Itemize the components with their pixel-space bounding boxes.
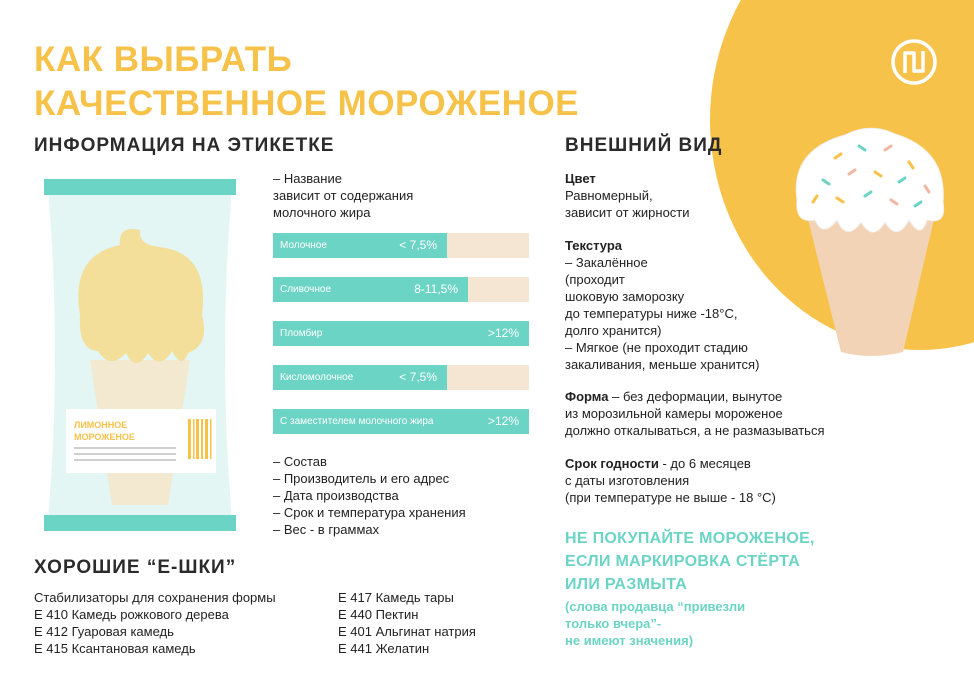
fat-bar-name: Сливочное xyxy=(280,284,332,295)
warning-text xyxy=(565,527,815,596)
fat-bar-value: 8-11,5% xyxy=(414,282,458,296)
shelf-line: с даты изготовления xyxy=(565,473,690,488)
fat-bar-value: < 7,5% xyxy=(399,238,437,252)
good-e-column-1 xyxy=(34,589,276,657)
fat-bar xyxy=(273,277,529,302)
warning-subtext xyxy=(565,598,745,649)
list-item: Е 440 Пектин xyxy=(338,607,419,622)
fat-bar xyxy=(273,365,529,390)
name-intro-text xyxy=(273,170,513,221)
texture-line: – Закалённое xyxy=(565,255,648,270)
fat-bar-name: Молочное xyxy=(280,240,327,251)
texture-title: Текстура xyxy=(565,238,623,253)
fat-bar-name: Пломбир xyxy=(280,328,323,339)
fat-bar-value: >12% xyxy=(487,414,519,428)
warning-line: НЕ ПОКУПАЙТЕ МОРОЖЕНОЕ, xyxy=(565,530,815,547)
list-item: Е 401 Альгинат натрия xyxy=(338,624,476,639)
title-line-1: КАК ВЫБРАТЬ xyxy=(34,40,293,79)
fat-bar-value: < 7,5% xyxy=(399,370,437,384)
color-line: Равномерный, xyxy=(565,188,653,203)
list-item: Е 410 Камедь рожкового дерева xyxy=(34,607,229,622)
list-item: – Срок и температура хранения xyxy=(273,505,466,520)
intro-line: зависит от содержания xyxy=(273,188,414,203)
list-item: Е 417 Камедь тары xyxy=(338,590,454,605)
page-title xyxy=(34,38,579,126)
fat-bar xyxy=(273,409,529,434)
good-e-column-2 xyxy=(338,589,476,657)
intro-line: молочного жира xyxy=(273,205,371,220)
color-block xyxy=(565,170,690,221)
good-e-heading: ХОРОШИЕ “Е-ШКИ” xyxy=(34,557,237,578)
ice-cream-cone-illustration xyxy=(775,120,965,360)
texture-line: шоковую заморозку xyxy=(565,289,685,304)
package-label-line-2: МОРОЖЕНОЕ xyxy=(74,432,135,442)
warning-sub-line: только вчера”- xyxy=(565,616,662,631)
list-item: – Производитель и его адрес xyxy=(273,471,450,486)
ice-cream-package-illustration xyxy=(40,175,240,535)
appearance-heading: ВНЕШНИЙ ВИД xyxy=(565,135,723,156)
list-item: Е 412 Гуаровая камедь xyxy=(34,624,174,639)
warning-line: ЕСЛИ МАРКИРОВКА СТЁРТА xyxy=(565,553,801,570)
shelf-first-line: - до 6 месяцев xyxy=(658,456,751,471)
texture-line: долго хранится) xyxy=(565,323,662,338)
form-block xyxy=(565,388,825,439)
list-item: Е 441 Желатин xyxy=(338,641,430,656)
texture-line: до температуры ниже -18°С, xyxy=(565,306,738,321)
form-title: Форма xyxy=(565,389,609,404)
package-label-line-1: ЛИМОННОЕ xyxy=(74,420,128,430)
list-item: Стабилизаторы для сохранения формы xyxy=(34,590,276,605)
fat-bar-value: >12% xyxy=(487,326,519,340)
label-info-list xyxy=(273,453,466,538)
texture-line: (проходит xyxy=(565,272,625,287)
shelf-line: (при температуре не выше - 18 °С) xyxy=(565,490,776,505)
fat-content-bars xyxy=(273,233,529,453)
warning-line: ИЛИ РАЗМЫТА xyxy=(565,576,688,593)
fat-bar-name: Кисломолочное xyxy=(280,372,354,383)
texture-block xyxy=(565,237,759,373)
fat-bar xyxy=(273,233,529,258)
list-item: Е 415 Ксантановая камедь xyxy=(34,641,196,656)
warning-sub-line: (слова продавца “привезли xyxy=(565,599,746,614)
intro-line: – Название xyxy=(273,171,342,186)
color-title: Цвет xyxy=(565,171,596,186)
texture-line: закаливания, меньше хранится) xyxy=(565,357,760,372)
color-line: зависит от жирности xyxy=(565,205,690,220)
title-line-2: КАЧЕСТВЕННОЕ МОРОЖЕНОЕ xyxy=(34,84,580,123)
label-info-heading: ИНФОРМАЦИЯ НА ЭТИКЕТКЕ xyxy=(34,135,335,156)
warning-sub-line: не имеют значения) xyxy=(565,633,694,648)
texture-line: – Мягкое (не проходит стадию xyxy=(565,340,748,355)
form-line: из морозильной камеры мороженое xyxy=(565,406,783,421)
shelf-life-block xyxy=(565,455,776,506)
fat-bar-name: С заместителем молочного жира xyxy=(280,416,434,427)
brand-logo-icon xyxy=(890,38,938,86)
shelf-title: Срок годности xyxy=(565,456,659,471)
list-item: – Дата производства xyxy=(273,488,399,503)
form-line: должно откалываться, а не размазываться xyxy=(565,423,825,438)
list-item: – Вес - в граммах xyxy=(273,522,380,537)
form-first-line: – без деформации, вынутое xyxy=(608,389,783,404)
list-item: – Состав xyxy=(273,454,327,469)
fat-bar xyxy=(273,321,529,346)
